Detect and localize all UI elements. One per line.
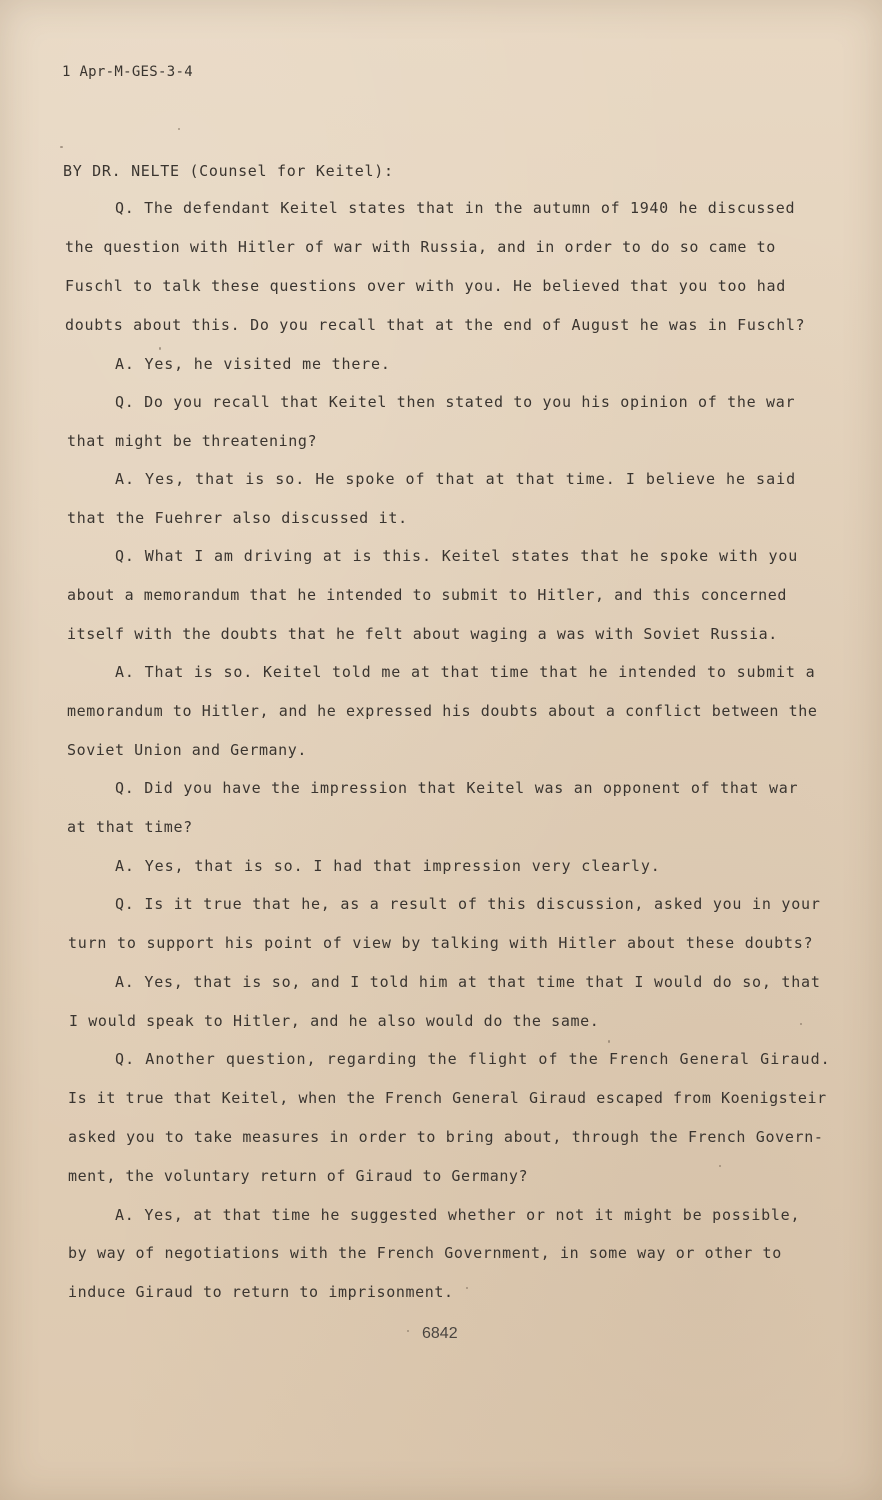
text-line: A. Yes, at that time he suggested whether or not it might be possible,	[115, 1206, 801, 1224]
text-line: that the Fuehrer also discussed it.	[67, 509, 408, 527]
text-line: A. That is so. Keitel told me at that time that he intended to submit a	[115, 663, 816, 681]
text-line: about a memorandum that he intended to submit to Hitler, and this concerned	[67, 586, 787, 604]
paper-speck	[407, 1330, 409, 1332]
paper-speck	[800, 1023, 802, 1025]
section-heading: BY DR. NELTE (Counsel for Keitel):	[63, 162, 394, 180]
text-line: by way of negotiations with the French Government, in some way or other to	[68, 1244, 782, 1262]
paper-speck	[608, 1040, 610, 1043]
text-line: A. Yes, that is so. I had that impression very clearly.	[115, 857, 661, 875]
text-line: I would speak to Hitler, and he also would do the same.	[69, 1012, 600, 1030]
text-line: at that time?	[67, 818, 193, 836]
text-line: itself with the doubts that he felt about waging a was with Soviet Russia.	[67, 625, 778, 643]
document-header: 1 Apr-M-GES-3-4	[62, 64, 193, 80]
text-line: A. Yes, he visited me there.	[115, 355, 391, 373]
text-line: Q. What I am driving at is this. Keitel states that he spoke with you	[115, 547, 799, 565]
page-number: 6842	[422, 1325, 458, 1342]
text-line: induce Giraud to return to imprisonment.	[68, 1283, 454, 1301]
text-line: memorandum to Hitler, and he expressed his doubts about a conflict between the	[67, 702, 818, 720]
text-line: Soviet Union and Germany.	[67, 741, 307, 759]
paper-speck	[159, 347, 161, 350]
text-line: the question with Hitler of war with Russia, and in order to do so came to	[65, 238, 776, 256]
text-line: asked you to take measures in order to bring about, through the French Govern-	[68, 1128, 824, 1146]
text-line: A. Yes, that is so. He spoke of that at that time. I believe he said	[115, 470, 797, 488]
paper-speck	[719, 1165, 721, 1167]
text-line: ment, the voluntary return of Giraud to Germany?	[68, 1167, 529, 1185]
paper-speck	[60, 146, 63, 148]
text-line: turn to support his point of view by talking with Hitler about these doubts?	[68, 934, 814, 952]
text-line: A. Yes, that is so, and I told him at that time that I would do so, that	[115, 973, 821, 991]
text-line: Is it true that Keitel, when the French General Giraud escaped from Koenigsteir	[68, 1089, 827, 1107]
paper-speck	[466, 1287, 468, 1289]
text-line: that might be threatening?	[67, 432, 318, 450]
paper-speck	[178, 128, 180, 130]
text-line: Fuschl to talk these questions over with you. He believed that you too had	[65, 277, 786, 295]
text-line: Q. The defendant Keitel states that in the autumn of 1940 he discussed	[115, 199, 796, 217]
text-line: doubts about this. Do you recall that at the end of August he was in Fuschl?	[65, 316, 806, 334]
text-line: Q. Did you have the impression that Keitel was an opponent of that war	[115, 779, 799, 797]
text-line: Q. Is it true that he, as a result of this discussion, asked you in your	[115, 895, 821, 913]
text-line: Q. Another question, regarding the flight of the French General Giraud.	[115, 1050, 831, 1068]
text-line: Q. Do you recall that Keitel then stated to you his opinion of the war	[115, 393, 796, 411]
